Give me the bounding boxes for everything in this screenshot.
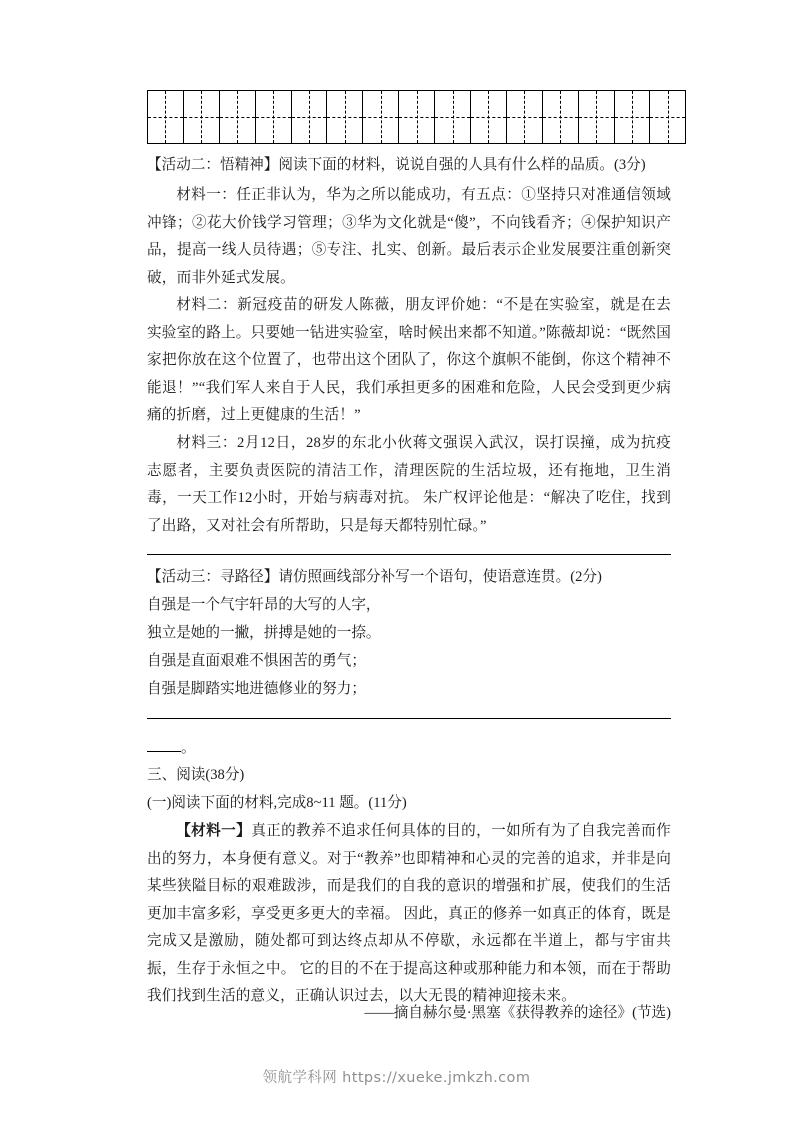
activity-three-line-2: 独立是她的一撇，拼搏是她的一捺。 bbox=[147, 625, 381, 641]
activity-two-material-two: 材料二：新冠疫苗的研发人陈薇，朋友评价她：“不是在实验室，就是在去实验室的路上。只要她一钻进实验室，啥时候出来都不知道。”陈薇却说：“既然国家把你放在这个位置了，也带出这个团队了，你这个旗帜不能倒，你这个精神不能退！”“我们军人来自于人民，我们承担更多的困难和危险，人民会受到更少病痛的折磨，过上更健康的生活！” bbox=[147, 297, 671, 423]
activity-three-line-1: 自强是一个气宇轩昂的大写的人字， bbox=[147, 597, 381, 613]
writing-grid-cell[interactable] bbox=[578, 91, 614, 144]
activity-three-line-4: 自强是脚踏实地进德修业的努力； bbox=[147, 681, 366, 697]
writing-grid-cell[interactable] bbox=[650, 91, 686, 144]
writing-grid-cell[interactable] bbox=[471, 91, 507, 144]
material-one-body: 真正的教养不追求任何具体的目的，一如所有为了自我完善而作出的努力，本身便有意义。对于“教养”也即精神和心灵的完善的追求，并非是向某些狭隘目标的艰难跋涉，而是我们的自我的意识的增强和扩展，使我们的生活更加丰富多彩，享受更多更大的幸福。 因此，真正的修养一如真正的体育，既是完成又是激励，随处都可到达终点却从不停歇，永远都在半道上，都与宇宙共振，生存于永恒之中。 它的目的不在于提高这种或那种能力和本领，而在于帮助我们找到生活的意义，正确认识过去，以大无畏的精神迎接未来。 bbox=[147, 823, 671, 1004]
activity-two-heading: 【活动二：悟精神】阅读下面的材料，说说自强的人具有什么样的品质。(3分) bbox=[147, 157, 646, 173]
section-three-subsection: (一)阅读下面的材料,完成8~11 题。(11分) bbox=[147, 795, 407, 811]
writing-grid-cell[interactable] bbox=[291, 91, 327, 144]
activity-two-material-three: 材料三：2月12日，28岁的东北小伙蒋文强误入武汉，误打误撞，成为抗疫志愿者，主要负责医院的清洁工作，清理医院的生活垃圾，还有拖地，卫生消毒，一天工作12小时，开始与病毒对抗。 朱广权评论他是：“解决了吃住，找到了出路，又对社会有所帮助，只是每天都特别忙碌。” bbox=[147, 435, 671, 534]
activity-three-heading: 【活动三：寻路径】请仿照画线部分补写一个语句，使语意连贯。(2分) bbox=[147, 569, 602, 585]
material-one-paragraph bbox=[147, 818, 671, 1011]
writing-grid-cell[interactable] bbox=[435, 91, 471, 144]
writing-grid-cell[interactable] bbox=[148, 91, 184, 144]
site-watermark: 领航学科网 https://xueke.jmkzh.com bbox=[262, 1070, 531, 1086]
writing-grid-cell[interactable] bbox=[506, 91, 542, 144]
answer-period-mark: 。 bbox=[181, 740, 196, 756]
answer-blank-short-rule[interactable] bbox=[147, 751, 181, 752]
writing-grid-cell[interactable] bbox=[327, 91, 363, 144]
writing-grid-cell[interactable] bbox=[542, 91, 578, 144]
writing-grid[interactable] bbox=[147, 90, 671, 142]
writing-grid-table[interactable] bbox=[147, 90, 686, 144]
activity-two-material-one: 材料一：任正非认为，华为之所以能成功，有五点：①坚持只对准通信领域冲锋；②花大价钱学习管理；③华为文化就是“傻”，不向钱看齐；④保护知识产品，提高一线人员待遇；⑤专注、扎实、创新。最后表示企业发展要注重创新突破，而非外延式发展。 bbox=[147, 187, 671, 286]
material-one-attribution: ——摘自赫尔曼·黑塞《获得教养的途径》(节选) bbox=[364, 1005, 671, 1021]
section-divider-upper bbox=[147, 554, 671, 555]
section-three-title: 三、阅读(38分) bbox=[147, 767, 245, 783]
writing-grid-cell[interactable] bbox=[614, 91, 650, 144]
answer-blank-rule[interactable] bbox=[147, 718, 671, 719]
writing-grid-cell[interactable] bbox=[363, 91, 399, 144]
writing-grid-cell[interactable] bbox=[219, 91, 255, 144]
material-one-tag: 【材料一】 bbox=[176, 823, 252, 839]
writing-grid-cell[interactable] bbox=[399, 91, 435, 144]
writing-grid-cell[interactable] bbox=[255, 91, 291, 144]
table-row bbox=[148, 91, 686, 144]
activity-three-line-3: 自强是直面艰难不惧困苦的勇气； bbox=[147, 653, 366, 669]
writing-grid-cell[interactable] bbox=[183, 91, 219, 144]
